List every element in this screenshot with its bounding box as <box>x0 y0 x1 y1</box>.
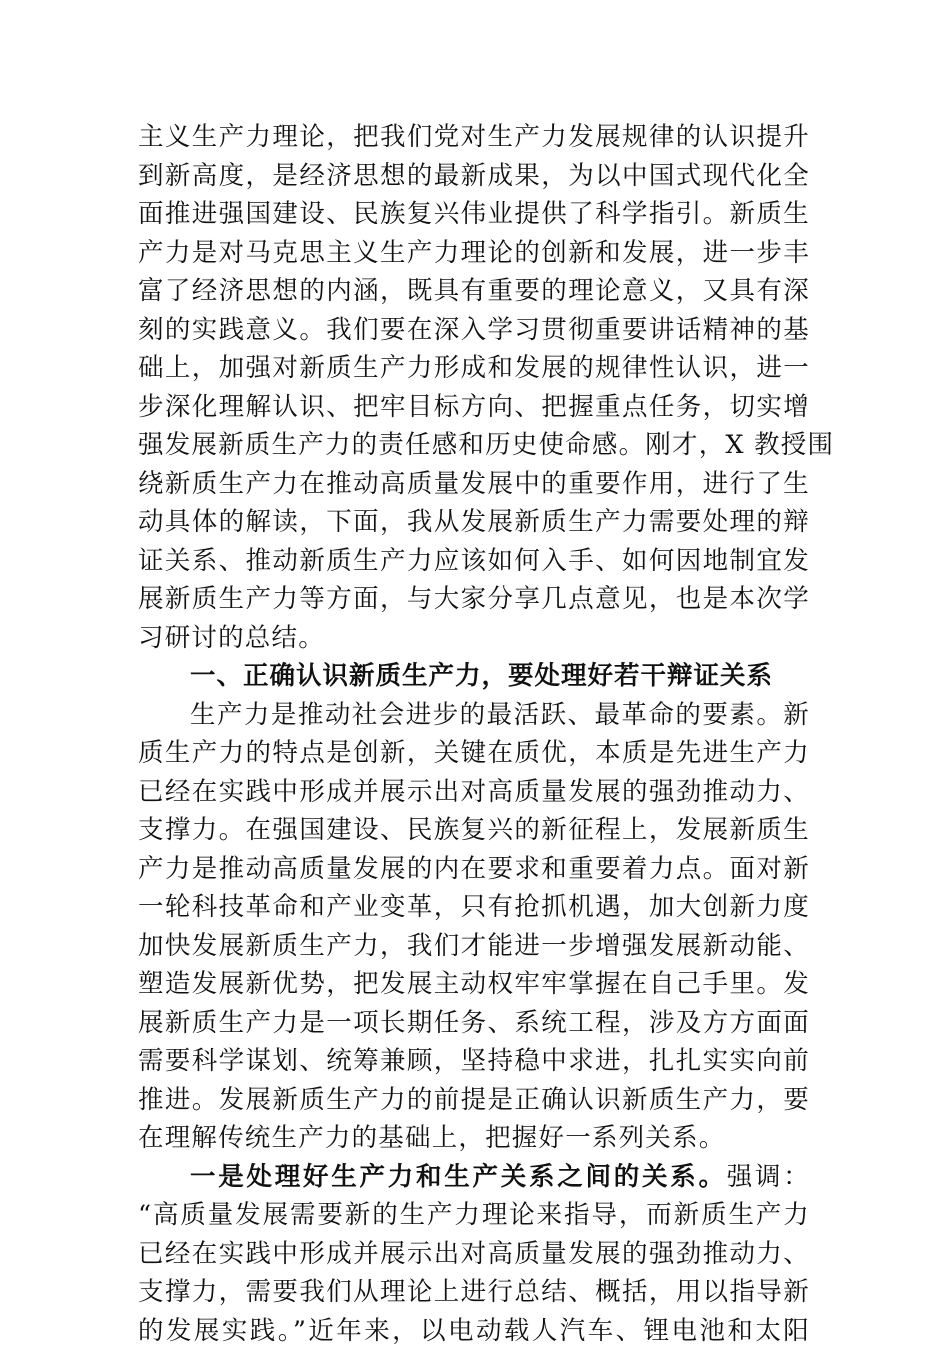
paragraph-point-one <box>138 1158 810 1350</box>
text-line: 质生产力的特点是创新，关键在质优，本质是先进生产力 <box>138 734 810 773</box>
section-heading <box>138 657 810 696</box>
text-line: 富了经济思想的内涵，既具有重要的理论意义，又具有深 <box>138 272 810 311</box>
text-line: 步深化理解认识、把牢目标方向、把握重点任务，切实增 <box>138 388 810 427</box>
text-line: 础上，加强对新质生产力形成和发展的规律性认识，进一 <box>138 349 810 388</box>
text-line: 展新质生产力等方面，与大家分享几点意见，也是本次学 <box>138 580 810 619</box>
paragraph-section-body <box>138 696 810 1158</box>
text-line: 需要科学谋划、统筹兼顾，坚持稳中求进，扎扎实实向前 <box>138 1042 810 1081</box>
text-line <box>138 1158 810 1197</box>
text-line: 绕新质生产力在推动高质量发展中的重要作用，进行了生 <box>138 465 810 504</box>
heading-text: 一、正确认识新质生产力，要处理好若干辩证关系 <box>138 657 810 696</box>
text-line: 已经在实践中形成并展示出对高质量发展的强劲推动力、 <box>138 773 810 812</box>
text-line: 强发展新质生产力的责任感和历史使命感。刚才，X 教授围 <box>138 426 810 465</box>
text-line: 支撑力，需要我们从理论上进行总结、概括，用以指导新 <box>138 1273 810 1312</box>
text-line: 面推进强国建设、民族复兴伟业提供了科学指引。新质生 <box>138 195 810 234</box>
lead-continuation-text: 强调： <box>727 1162 810 1192</box>
text-line: 塑造发展新优势，把发展主动权牢牢掌握在自己手里。发 <box>138 965 810 1004</box>
text-line: 已经在实践中形成并展示出对高质量发展的强劲推动力、 <box>138 1235 810 1274</box>
text-line: 刻的实践意义。我们要在深入学习贯彻重要讲话精神的基 <box>138 311 810 350</box>
text-line: 展新质生产力是一项长期任务、系统工程，涉及方方面面 <box>138 1004 810 1043</box>
text-line: 产力是推动高质量发展的内在要求和重要着力点。面对新 <box>138 850 810 889</box>
text-line: 生产力是推动社会进步的最活跃、最革命的要素。新 <box>138 696 810 735</box>
text-line: 一轮科技革命和产业变革，只有抢抓机遇，加大创新力度 <box>138 888 810 927</box>
text-line: 加快发展新质生产力，我们才能进一步增强发展新动能、 <box>138 927 810 966</box>
text-line: 产力是对马克思主义生产力理论的创新和发展，进一步丰 <box>138 234 810 273</box>
paragraph-intro <box>138 118 810 657</box>
text-line: 的发展实践。”近年来，以电动载人汽车、锂电池和太阳 <box>138 1312 810 1350</box>
text-line: 动具体的解读，下面，我从发展新质生产力需要处理的辩 <box>138 503 810 542</box>
text-line: 支撑力。在强国建设、民族复兴的新征程上，发展新质生 <box>138 811 810 850</box>
text-line: 证关系、推动新质生产力应该如何入手、如何因地制宜发 <box>138 542 810 581</box>
text-line: 推进。发展新质生产力的前提是正确认识新质生产力，要 <box>138 1081 810 1120</box>
text-line: 习研讨的总结。 <box>138 619 810 658</box>
document-body <box>138 118 810 1350</box>
text-line: 在理解传统生产力的基础上，把握好一系列关系。 <box>138 1119 810 1158</box>
bold-lead-text: 一是处理好生产力和生产关系之间的关系。 <box>190 1162 727 1192</box>
text-line: 到新高度，是经济思想的最新成果，为以中国式现代化全 <box>138 157 810 196</box>
text-line: 主义生产力理论，把我们党对生产力发展规律的认识提升 <box>138 118 810 157</box>
text-line: “高质量发展需要新的生产力理论来指导，而新质生产力 <box>138 1196 810 1235</box>
